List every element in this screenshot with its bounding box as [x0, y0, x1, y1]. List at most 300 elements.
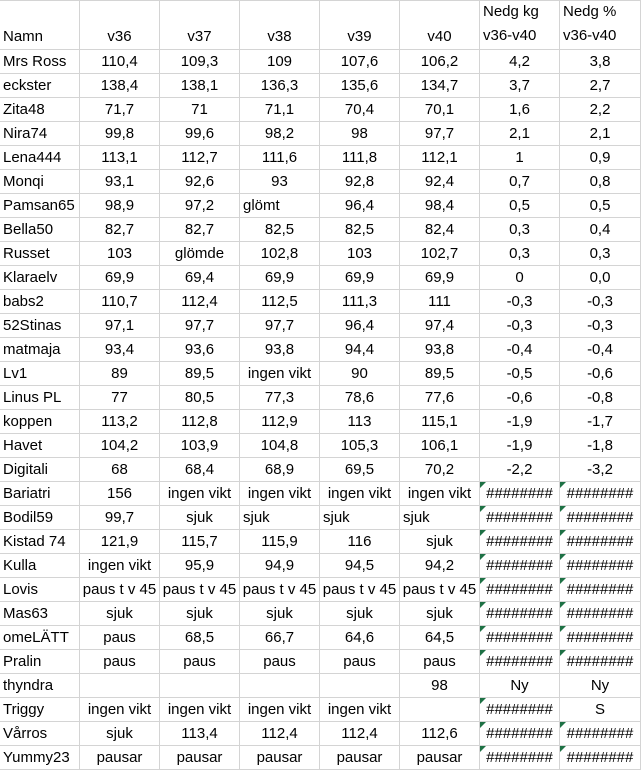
table-cell[interactable] [480, 242, 560, 266]
table-cell[interactable] [80, 578, 160, 602]
error-indicator-icon [560, 578, 566, 584]
table-cell[interactable] [80, 722, 160, 746]
table-cell[interactable] [160, 194, 240, 218]
table-cell[interactable] [480, 506, 560, 530]
table-cell[interactable] [80, 74, 160, 98]
cell-value: 2,1 [589, 125, 611, 142]
table-cell[interactable] [560, 626, 641, 650]
table-cell[interactable] [160, 74, 240, 98]
table-cell[interactable] [160, 242, 240, 266]
cell-value: 69,9 [264, 269, 295, 286]
cell-value: sjuk [106, 605, 133, 622]
table-cell[interactable] [560, 698, 641, 722]
table-cell[interactable] [400, 362, 480, 386]
table-cell[interactable] [80, 410, 160, 434]
table-cell[interactable] [320, 434, 400, 458]
table-cell[interactable] [480, 338, 560, 362]
table-cell[interactable] [240, 362, 320, 386]
table-cell[interactable] [80, 386, 160, 410]
table-cell[interactable] [400, 458, 480, 482]
table-cell[interactable] [240, 122, 320, 146]
table-cell[interactable] [160, 122, 240, 146]
table-cell[interactable] [320, 530, 400, 554]
table-cell[interactable] [480, 746, 560, 770]
table-cell[interactable] [240, 746, 320, 770]
table-cell[interactable] [320, 746, 400, 770]
table-cell[interactable] [160, 386, 240, 410]
table-cell[interactable] [400, 74, 480, 98]
table-cell[interactable] [160, 218, 240, 242]
error-indicator-icon [560, 554, 566, 560]
table-cell[interactable] [480, 314, 560, 338]
table-cell[interactable] [400, 746, 480, 770]
table-cell[interactable] [400, 122, 480, 146]
cell-value: 68 [111, 461, 128, 478]
row-name-cell[interactable] [0, 50, 80, 74]
table-cell[interactable] [480, 50, 560, 74]
table-cell[interactable] [560, 314, 641, 338]
table-cell[interactable] [320, 266, 400, 290]
table-cell[interactable] [400, 170, 480, 194]
table-cell[interactable] [400, 98, 480, 122]
column-header[interactable] [80, 1, 160, 50]
table-cell[interactable] [400, 338, 480, 362]
cell-value: ######## [566, 533, 634, 550]
table-cell[interactable] [400, 554, 480, 578]
table-cell[interactable] [560, 482, 641, 506]
row-name-cell[interactable] [0, 362, 80, 386]
table-row [0, 290, 641, 314]
table-cell[interactable] [320, 554, 400, 578]
row-name-label: Mrs Ross [3, 53, 67, 70]
row-name-cell[interactable] [0, 554, 80, 578]
table-cell[interactable] [160, 602, 240, 626]
cell-value: 106,1 [420, 437, 459, 454]
cell-value: paus [343, 653, 376, 670]
table-cell[interactable] [560, 506, 641, 530]
table-cell[interactable] [160, 266, 240, 290]
table-cell[interactable] [400, 626, 480, 650]
table-cell[interactable] [320, 602, 400, 626]
table-cell[interactable] [400, 602, 480, 626]
table-cell[interactable] [240, 314, 320, 338]
table-cell[interactable] [240, 266, 320, 290]
column-header[interactable] [160, 1, 240, 50]
row-name-label: Pralin [3, 653, 42, 670]
table-cell[interactable] [80, 290, 160, 314]
table-cell[interactable] [320, 386, 400, 410]
cell-value: 97,7 [184, 317, 215, 334]
cell-value: sjuk [266, 605, 293, 622]
table-cell[interactable] [240, 602, 320, 626]
row-name-cell[interactable] [0, 434, 80, 458]
table-cell[interactable] [560, 434, 641, 458]
table-cell[interactable] [160, 482, 240, 506]
table-cell[interactable] [80, 218, 160, 242]
table-cell[interactable] [480, 74, 560, 98]
table-cell[interactable] [560, 386, 641, 410]
table-cell[interactable] [480, 650, 560, 674]
cell-value: ######## [486, 533, 553, 550]
table-cell[interactable] [160, 434, 240, 458]
table-cell[interactable] [480, 410, 560, 434]
table-cell[interactable] [560, 74, 641, 98]
table-cell[interactable] [560, 458, 641, 482]
row-name-cell[interactable] [0, 146, 80, 170]
table-cell[interactable] [480, 578, 560, 602]
table-cell[interactable] [320, 74, 400, 98]
row-name-label: Kistad 74 [3, 533, 66, 550]
table-cell[interactable] [80, 530, 160, 554]
table-cell[interactable] [400, 386, 480, 410]
table-cell[interactable] [480, 554, 560, 578]
table-cell[interactable] [560, 194, 641, 218]
table-cell[interactable] [320, 506, 400, 530]
table-cell[interactable] [240, 674, 320, 698]
table-cell[interactable] [320, 410, 400, 434]
row-name-cell[interactable] [0, 626, 80, 650]
cell-value: 106,2 [420, 53, 459, 70]
table-cell[interactable] [240, 290, 320, 314]
column-header[interactable] [320, 1, 400, 50]
table-cell[interactable] [320, 290, 400, 314]
table-cell[interactable] [400, 314, 480, 338]
column-header-line2: v36-v40 [563, 27, 617, 44]
table-cell[interactable] [160, 146, 240, 170]
table-cell[interactable] [320, 50, 400, 74]
table-cell[interactable] [400, 506, 480, 530]
table-cell[interactable] [560, 122, 641, 146]
cell-value: 112,5 [261, 293, 298, 310]
table-cell[interactable] [240, 578, 320, 602]
row-name-label: Pamsan65 [3, 197, 75, 214]
table-cell[interactable] [320, 98, 400, 122]
row-name-cell[interactable] [0, 218, 80, 242]
table-cell[interactable] [160, 314, 240, 338]
table-cell[interactable] [400, 50, 480, 74]
column-header[interactable] [560, 1, 641, 50]
cell-value: 93,1 [104, 173, 135, 190]
table-cell[interactable] [400, 218, 480, 242]
cell-value: 96,4 [344, 317, 375, 334]
row-name-cell[interactable] [0, 650, 80, 674]
table-cell[interactable] [480, 530, 560, 554]
cell-value: -0,4 [587, 341, 613, 358]
table-cell[interactable] [560, 170, 641, 194]
table-cell[interactable] [240, 242, 320, 266]
table-cell[interactable] [240, 98, 320, 122]
table-cell[interactable] [320, 122, 400, 146]
table-cell[interactable] [320, 338, 400, 362]
table-cell[interactable] [560, 218, 641, 242]
error-indicator-icon [480, 578, 486, 584]
table-cell[interactable] [160, 50, 240, 74]
table-cell[interactable] [320, 650, 400, 674]
table-cell[interactable] [80, 746, 160, 770]
table-body [0, 50, 641, 770]
table-cell[interactable] [80, 170, 160, 194]
cell-value: paus [183, 653, 216, 670]
column-header-label: Namn [3, 28, 44, 45]
table-cell[interactable] [480, 722, 560, 746]
table-cell[interactable] [80, 554, 160, 578]
table-cell[interactable] [80, 506, 160, 530]
table-cell[interactable] [160, 98, 240, 122]
row-name-label: Vårros [3, 725, 48, 742]
table-cell[interactable] [320, 362, 400, 386]
table-cell[interactable] [400, 674, 480, 698]
table-cell[interactable] [160, 530, 240, 554]
table-cell[interactable] [240, 506, 320, 530]
table-cell[interactable] [160, 650, 240, 674]
table-cell[interactable] [80, 98, 160, 122]
table-cell[interactable] [240, 698, 320, 722]
column-header[interactable] [0, 1, 80, 50]
table-cell[interactable] [320, 458, 400, 482]
table-cell[interactable] [480, 98, 560, 122]
table-cell[interactable] [240, 722, 320, 746]
table-cell[interactable] [560, 674, 641, 698]
table-cell[interactable] [560, 290, 641, 314]
row-name-cell[interactable] [0, 722, 80, 746]
table-cell[interactable] [560, 50, 641, 74]
table-cell[interactable] [240, 146, 320, 170]
table-cell[interactable] [80, 338, 160, 362]
table-cell[interactable] [480, 674, 560, 698]
cell-value: sjuk [426, 605, 453, 622]
table-cell[interactable] [400, 698, 480, 722]
table-cell[interactable] [240, 410, 320, 434]
table-cell[interactable] [480, 458, 560, 482]
table-cell[interactable] [240, 386, 320, 410]
table-cell[interactable] [80, 266, 160, 290]
table-cell[interactable] [160, 338, 240, 362]
table-cell[interactable] [480, 434, 560, 458]
table-cell[interactable] [160, 674, 240, 698]
column-header-lines [563, 1, 616, 48]
table-cell[interactable] [560, 98, 641, 122]
error-indicator-icon [560, 482, 566, 488]
table-cell[interactable] [320, 698, 400, 722]
table-cell[interactable] [320, 242, 400, 266]
table-cell[interactable] [80, 146, 160, 170]
table-cell[interactable] [560, 410, 641, 434]
row-name-cell[interactable] [0, 506, 80, 530]
table-cell[interactable] [160, 746, 240, 770]
table-cell[interactable] [560, 242, 641, 266]
table-cell[interactable] [400, 482, 480, 506]
cell-value: 2,1 [509, 125, 530, 142]
table-cell[interactable] [480, 698, 560, 722]
table-cell[interactable] [80, 626, 160, 650]
table-cell[interactable] [320, 482, 400, 506]
table-cell[interactable] [160, 290, 240, 314]
table-cell[interactable] [160, 722, 240, 746]
cell-value: ingen vikt [87, 557, 152, 574]
row-name-cell[interactable] [0, 530, 80, 554]
table-cell[interactable] [560, 578, 641, 602]
table-cell[interactable] [480, 122, 560, 146]
table-cell[interactable] [240, 218, 320, 242]
table-cell[interactable] [560, 266, 641, 290]
row-name-cell[interactable] [0, 314, 80, 338]
cell-value: ######## [566, 725, 634, 742]
table-cell[interactable] [160, 626, 240, 650]
table-cell[interactable] [160, 554, 240, 578]
table-cell[interactable] [400, 266, 480, 290]
table-cell[interactable] [400, 146, 480, 170]
table-row [0, 650, 641, 674]
table-cell[interactable] [80, 314, 160, 338]
cell-value: 94,9 [264, 557, 295, 574]
table-cell[interactable] [160, 506, 240, 530]
table-cell[interactable] [480, 290, 560, 314]
table-cell[interactable] [480, 362, 560, 386]
table-row [0, 578, 641, 602]
column-header[interactable] [480, 1, 560, 50]
table-cell[interactable] [480, 170, 560, 194]
table-cell[interactable] [240, 482, 320, 506]
table-cell[interactable] [80, 458, 160, 482]
row-name-cell[interactable] [0, 386, 80, 410]
table-cell[interactable] [400, 530, 480, 554]
table-cell[interactable] [160, 410, 240, 434]
row-name-cell[interactable] [0, 170, 80, 194]
cell-value: 112,8 [181, 413, 218, 430]
table-cell[interactable] [240, 194, 320, 218]
table-cell[interactable] [80, 482, 160, 506]
table-cell[interactable] [560, 554, 641, 578]
table-cell[interactable] [400, 290, 480, 314]
row-name-cell[interactable] [0, 482, 80, 506]
cell-value: sjuk [106, 725, 133, 742]
table-cell[interactable] [240, 170, 320, 194]
table-cell[interactable] [320, 314, 400, 338]
table-cell[interactable] [560, 602, 641, 626]
column-header-line1: Nedg kg [483, 3, 539, 20]
cell-value: -1,7 [587, 413, 613, 430]
row-name-cell[interactable] [0, 458, 80, 482]
table-cell[interactable] [80, 674, 160, 698]
table-cell[interactable] [480, 266, 560, 290]
cell-value: 112,4 [341, 725, 378, 742]
table-row [0, 50, 641, 74]
table-cell[interactable] [80, 50, 160, 74]
table-cell[interactable] [400, 242, 480, 266]
table-cell[interactable] [240, 50, 320, 74]
cell-value: 69,4 [184, 269, 215, 286]
cell-value: 93 [271, 173, 288, 190]
table-cell[interactable] [480, 146, 560, 170]
table-cell[interactable] [560, 338, 641, 362]
column-header[interactable] [240, 1, 320, 50]
row-name-cell[interactable] [0, 698, 80, 722]
table-cell[interactable] [560, 146, 641, 170]
table-cell[interactable] [240, 650, 320, 674]
table-cell[interactable] [400, 650, 480, 674]
table-cell[interactable] [480, 386, 560, 410]
table-cell[interactable] [80, 362, 160, 386]
table-cell[interactable] [560, 746, 641, 770]
table-cell[interactable] [80, 194, 160, 218]
table-cell[interactable] [400, 194, 480, 218]
table-cell[interactable] [320, 674, 400, 698]
table-cell[interactable] [80, 242, 160, 266]
cell-value: sjuk [243, 509, 270, 526]
table-cell[interactable] [160, 698, 240, 722]
row-name-cell[interactable] [0, 194, 80, 218]
table-cell[interactable] [80, 650, 160, 674]
row-name-cell[interactable] [0, 578, 80, 602]
table-cell[interactable] [480, 602, 560, 626]
table-cell[interactable] [560, 530, 641, 554]
table-cell[interactable] [400, 410, 480, 434]
table-cell[interactable] [560, 362, 641, 386]
row-name-cell[interactable] [0, 746, 80, 770]
row-name-cell[interactable] [0, 242, 80, 266]
table-cell[interactable] [480, 626, 560, 650]
row-name-cell[interactable] [0, 266, 80, 290]
table-cell[interactable] [240, 338, 320, 362]
table-cell[interactable] [480, 194, 560, 218]
table-cell[interactable] [560, 722, 641, 746]
table-cell[interactable] [400, 722, 480, 746]
table-cell[interactable] [320, 146, 400, 170]
table-cell[interactable] [160, 458, 240, 482]
table-cell[interactable] [560, 650, 641, 674]
table-cell[interactable] [160, 362, 240, 386]
table-cell[interactable] [320, 170, 400, 194]
table-cell[interactable] [480, 482, 560, 506]
table-cell[interactable] [240, 626, 320, 650]
table-cell[interactable] [480, 218, 560, 242]
row-name-cell[interactable] [0, 290, 80, 314]
row-name-label: matmaja [3, 341, 61, 358]
table-cell[interactable] [320, 218, 400, 242]
row-name-cell[interactable] [0, 674, 80, 698]
table-cell[interactable] [80, 602, 160, 626]
table-cell[interactable] [240, 74, 320, 98]
cell-value: 110,7 [101, 293, 138, 310]
table-cell[interactable] [400, 434, 480, 458]
row-name-cell[interactable] [0, 602, 80, 626]
row-name-cell[interactable] [0, 74, 80, 98]
row-name-cell[interactable] [0, 410, 80, 434]
cell-value: glömde [174, 245, 225, 262]
table-cell[interactable] [160, 170, 240, 194]
table-cell[interactable] [320, 194, 400, 218]
table-cell[interactable] [240, 458, 320, 482]
table-cell[interactable] [320, 722, 400, 746]
table-cell[interactable] [400, 578, 480, 602]
row-name-cell[interactable] [0, 338, 80, 362]
cell-value: 82,5 [264, 221, 295, 238]
table-cell[interactable] [80, 698, 160, 722]
table-cell[interactable] [160, 578, 240, 602]
table-cell[interactable] [320, 626, 400, 650]
table-cell[interactable] [320, 578, 400, 602]
cell-value: 64,6 [344, 629, 375, 646]
cell-value: 136,3 [260, 77, 299, 94]
column-header[interactable] [400, 1, 480, 50]
table-cell[interactable] [80, 434, 160, 458]
table-cell[interactable] [240, 434, 320, 458]
table-cell[interactable] [240, 554, 320, 578]
row-name-cell[interactable] [0, 98, 80, 122]
row-name-cell[interactable] [0, 122, 80, 146]
table-cell[interactable] [240, 530, 320, 554]
table-cell[interactable] [80, 122, 160, 146]
